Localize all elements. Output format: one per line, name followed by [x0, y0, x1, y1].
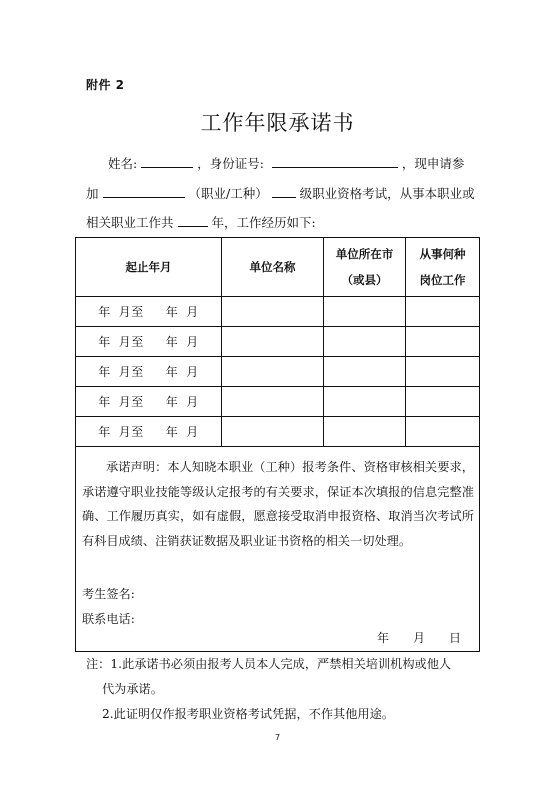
header-position-line1: 从事何种: [419, 247, 466, 261]
start-year: 年: [98, 305, 111, 319]
position-cell[interactable]: [406, 297, 480, 327]
unit-name-cell[interactable]: [222, 357, 324, 387]
period-cell[interactable]: [76, 357, 222, 387]
end-year: 年: [165, 335, 179, 349]
signature-label: 考生签名:: [82, 587, 135, 601]
table-header-row: [76, 238, 480, 297]
intro-line-3: [86, 212, 316, 232]
start-month: 月至: [118, 305, 144, 319]
start-year: 年: [98, 425, 111, 439]
occupation-text: （职业/工种）: [188, 186, 268, 201]
level-text: 级职业资格考试，从事本职业或: [299, 186, 475, 201]
name-label: 姓名:: [108, 156, 138, 171]
id-label: ，身份证号:: [197, 156, 264, 171]
end-year: 年: [165, 365, 179, 379]
end-month: 月: [186, 365, 199, 379]
table-row: [76, 297, 480, 327]
note-1-line-1: 注：1.此承诺书必须由报考人员本人完成，严禁相关培训机构或他人: [86, 657, 452, 671]
start-month: 月至: [118, 395, 144, 409]
unit-city-cell[interactable]: [324, 417, 406, 447]
unit-city-cell[interactable]: [324, 357, 406, 387]
unit-name-cell[interactable]: [222, 417, 324, 447]
work-history-table: [75, 237, 480, 652]
attachment-label: 附件 2: [86, 78, 125, 92]
unit-city-cell[interactable]: [324, 387, 406, 417]
id-number-field[interactable]: [272, 153, 398, 168]
end-month: 月: [186, 335, 199, 349]
pledge-date: 年 月 日: [376, 631, 461, 645]
start-month: 月至: [118, 425, 144, 439]
page-number: 7: [274, 733, 281, 742]
end-year: 年: [165, 395, 179, 409]
table-row: [76, 417, 480, 447]
pledge-cell: [76, 447, 480, 652]
occupation-field[interactable]: [103, 183, 185, 198]
intro-line-2: [86, 183, 475, 203]
level-field[interactable]: [272, 183, 296, 198]
header-unit-city-line2: （或县）: [341, 273, 388, 287]
position-cell[interactable]: [406, 357, 480, 387]
start-month: 月至: [118, 335, 144, 349]
related-text: 相关职业工作共: [86, 215, 174, 230]
position-cell[interactable]: [406, 327, 480, 357]
table-row: [76, 357, 480, 387]
header-unit-name: 单位名称: [222, 238, 324, 297]
end-year: 年: [165, 305, 179, 319]
end-year: 年: [165, 425, 179, 439]
note-2: 2.此证明仅作报考职业资格考试凭据，不作其他用途。: [102, 707, 394, 721]
header-unit-city: [324, 238, 406, 297]
unit-city-cell[interactable]: [324, 297, 406, 327]
header-position-line2: 岗位工作: [419, 273, 466, 287]
table-row: [76, 327, 480, 357]
period-cell[interactable]: [76, 387, 222, 417]
unit-city-cell[interactable]: [324, 327, 406, 357]
pledge-statement: 承诺声明：本人知晓本职业（工种）报考条件、资格审核相关要求，承诺遵守职业技能等级认定报考的有关要求，保证本次填报的信息完整准确、工作履历真实，如有虚假，愿意接受取消申报资格、取消当次考试所有科目成绩、注销获证数据及职业证书资格的相关一切处理。: [82, 460, 474, 548]
start-year: 年: [98, 395, 111, 409]
intro-line-1: [108, 153, 464, 173]
pledge-row: [76, 447, 480, 652]
table-row: [76, 387, 480, 417]
header-unit-city-line1: 单位所在市: [335, 247, 394, 261]
apply-text: ，现申请参: [401, 156, 465, 171]
pledge-box: [76, 447, 479, 651]
period-cell[interactable]: [76, 417, 222, 447]
unit-name-cell[interactable]: [222, 327, 324, 357]
period-cell[interactable]: [76, 327, 222, 357]
years-field[interactable]: [178, 212, 208, 227]
header-position: [406, 238, 480, 297]
document-title: 工作年限承诺书: [200, 111, 355, 135]
period-cell[interactable]: [76, 297, 222, 327]
unit-name-cell[interactable]: [222, 297, 324, 327]
unit-name-cell[interactable]: [222, 387, 324, 417]
end-month: 月: [186, 305, 199, 319]
note-1-line-2: 代为承诺。: [102, 682, 163, 696]
position-cell[interactable]: [406, 417, 480, 447]
join-label: 加: [86, 186, 99, 201]
position-cell[interactable]: [406, 387, 480, 417]
name-field[interactable]: [141, 153, 193, 168]
start-year: 年: [98, 335, 111, 349]
phone-label: 联系电话:: [82, 612, 135, 626]
years-text: 年，工作经历如下:: [211, 215, 316, 230]
start-month: 月至: [118, 365, 144, 379]
end-month: 月: [186, 395, 199, 409]
start-year: 年: [98, 365, 111, 379]
end-month: 月: [186, 425, 199, 439]
header-period: 起止年月: [76, 238, 222, 297]
